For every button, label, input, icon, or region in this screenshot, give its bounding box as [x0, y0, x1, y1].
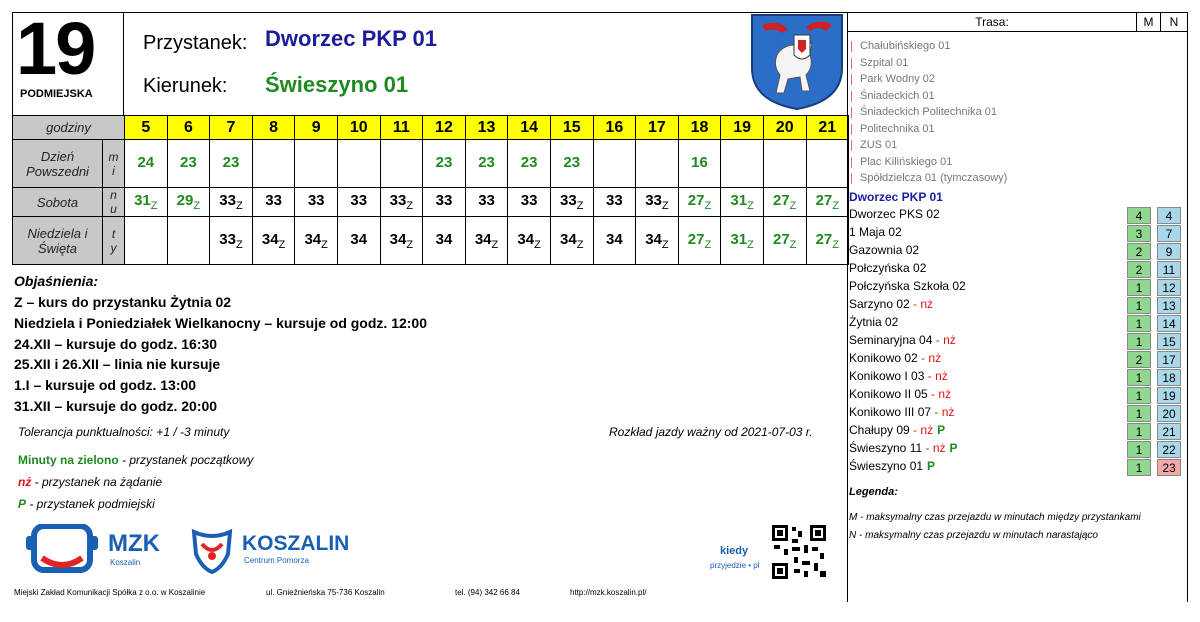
departure-cell [678, 188, 721, 217]
departure-minute: 23 [478, 153, 495, 171]
on-request-mark: nż [920, 422, 934, 437]
koszalin-logo-text: KOSZALIN [242, 532, 350, 555]
departure-mark: Z [406, 238, 414, 251]
m-cell: 2 [1127, 243, 1151, 260]
on-request-mark: nż [938, 386, 952, 401]
departure-minute: 27 [815, 230, 833, 248]
stop-name: Połczyńska Szkoła 02 [849, 278, 966, 293]
departure-cell [252, 140, 295, 188]
hour-cell: 16 [593, 116, 636, 140]
stop-name: Chałupy 09 [849, 422, 910, 437]
legend-nz: nż - przystanek na żądanie [18, 475, 163, 489]
n-cell: 17 [1157, 351, 1181, 368]
departure-minute: 34 [304, 230, 322, 248]
stop-name: Świeszyno 01 [849, 458, 924, 473]
n-column-header: N [1160, 12, 1187, 32]
next-stop: Konikowo I 03 - nż [849, 368, 948, 383]
stop-name: Dworzec PKS 02 [849, 206, 940, 221]
coat-of-arms-icon [748, 13, 846, 111]
stop-name: Połczyńska 02 [849, 260, 927, 275]
tolerance-text: Tolerancja punktualności: +1 / -3 minuty [18, 425, 230, 439]
note-line: 1.I – kursuje od godz. 13:00 [14, 377, 197, 393]
departure-mark: Z [406, 200, 414, 212]
departure-minute: 27 [815, 192, 833, 209]
departure-cell [210, 140, 253, 188]
departure-cell [550, 188, 593, 217]
legend-m: M - maksymalny czas przejazdu w minutach między przystankami [849, 512, 1141, 523]
departure-cell [210, 217, 253, 265]
departure-cell [636, 217, 679, 265]
departure-cell [763, 217, 806, 265]
day-type-label: Sobota [13, 188, 103, 217]
stop-name: Świeszyno 11 [849, 440, 923, 455]
departure-cell [295, 140, 338, 188]
legend-p: P - przystanek podmiejski [18, 497, 155, 511]
departure-minute: 33 [219, 192, 236, 209]
koszalin-logo-sub: Centrum Pomorza [244, 556, 309, 565]
departure-mark: Z [491, 238, 499, 251]
m-cell: 1 [1127, 279, 1151, 296]
departure-cell [465, 217, 508, 265]
next-stop: Konikowo III 07 - nż [849, 404, 955, 419]
departure-cell [380, 140, 423, 188]
departure-cell [806, 188, 849, 217]
n-cell: 13 [1157, 297, 1181, 314]
departure-cell [125, 217, 168, 265]
minutes-letter: m [108, 149, 119, 164]
departure-minute: 27 [772, 230, 790, 248]
departure-minute: 23 [520, 153, 538, 171]
departure-mark: Z [789, 200, 797, 212]
next-stop [849, 278, 966, 295]
departure-mark: Z [747, 238, 754, 251]
departure-mark: Z [235, 238, 243, 251]
hour-cell: 10 [337, 116, 380, 140]
note-line: 31.XII – kursuje do godz. 20:00 [14, 398, 218, 414]
departure-cell [380, 188, 423, 217]
departure-cell [508, 188, 551, 217]
hour-cell: 21 [806, 116, 849, 140]
note-line: Z – kurs do przystanku Żytnia 02 [14, 294, 232, 310]
departure-mark: Z [150, 200, 158, 212]
hour-cell: 18 [678, 116, 721, 140]
minutes-letter: n [110, 188, 117, 202]
day-type-label: Dzień Powszedni [13, 140, 103, 188]
departure-mark: Z [832, 238, 839, 251]
departure-cell [252, 188, 295, 217]
departure-cell [167, 188, 210, 217]
minutes-letter: u [110, 202, 117, 216]
route-number: 19 [16, 7, 95, 90]
on-request-mark: nż [928, 350, 942, 365]
m-cell: 1 [1127, 369, 1151, 386]
mzk-logo-sub: Koszalin [110, 558, 141, 567]
stop-name: Dworzec PKP 01 [265, 26, 438, 51]
m-cell: 1 [1127, 297, 1151, 314]
hour-cell: 8 [252, 116, 295, 140]
next-stop: Seminaryjna 04 - nż [849, 332, 956, 347]
stop-name: Konikowo III 07 [849, 404, 932, 419]
departure-cell [508, 140, 551, 188]
previous-stop: Plac Kilińskiego 01 [860, 154, 952, 171]
departure-minute: 33 [605, 192, 623, 209]
stop-name: Konikowo 02 [849, 350, 918, 365]
stop-name: 1 Maja 02 [849, 224, 902, 239]
departure-minute: 33 [560, 192, 577, 209]
n-cell: 4 [1157, 207, 1181, 224]
departure-minute: 33 [520, 192, 538, 209]
current-stop: Dworzec PKP 01 [849, 189, 943, 204]
stop-name: Seminaryjna 04 [849, 332, 933, 347]
n-cell: 18 [1157, 369, 1181, 386]
departure-cell [508, 217, 551, 265]
koszalin-logo-icon [188, 526, 236, 574]
departure-cell [763, 188, 806, 217]
departure-minute: 23 [435, 153, 453, 171]
legend-title: Legenda: [849, 486, 898, 498]
minutes-vertical-label [103, 188, 125, 217]
hour-cell: 17 [636, 116, 679, 140]
n-cell: 14 [1157, 315, 1181, 332]
departure-minute: 34 [474, 230, 492, 248]
departure-cell [721, 217, 764, 265]
departure-cell [252, 217, 295, 265]
m-cell: 4 [1127, 207, 1151, 224]
suburban-mark: P [949, 440, 958, 455]
departure-minute: 31 [134, 192, 151, 209]
legend-green: Minuty na zielono - przystanek początkowy [18, 453, 254, 467]
departure-minute: 33 [478, 192, 495, 209]
departure-mark: Z [235, 200, 243, 212]
previous-stop: Śniadeckich 01 [860, 88, 935, 105]
n-cell: 9 [1157, 243, 1181, 260]
hour-cell: 7 [210, 116, 253, 140]
m-cell: 1 [1127, 423, 1151, 440]
n-cell: 15 [1157, 333, 1181, 350]
stop-name: Gazownia 02 [849, 242, 920, 257]
departure-cell [593, 217, 636, 265]
next-stop: Konikowo 02 - nż [849, 350, 942, 365]
m-cell: 1 [1127, 459, 1151, 476]
next-stop: Chałupy 09 - nż P [849, 422, 946, 437]
previous-stop: Politechnika 01 [860, 121, 935, 138]
next-stop [849, 224, 902, 241]
minutes-vertical-label [103, 140, 125, 188]
qr-code-icon[interactable] [770, 523, 828, 581]
n-cell: 12 [1157, 279, 1181, 296]
departure-cell [763, 140, 806, 188]
n-cell: 19 [1157, 387, 1181, 404]
n-cell: 21 [1157, 423, 1181, 440]
m-cell: 1 [1127, 441, 1151, 458]
departure-cell [550, 140, 593, 188]
departure-cell [125, 188, 168, 217]
day-type-label: Niedziela i Święta [13, 217, 103, 265]
departure-minute: 31 [730, 192, 748, 209]
hour-cell: 5 [125, 116, 168, 140]
departure-cell [423, 217, 466, 265]
departure-cell [593, 140, 636, 188]
departure-mark: Z [704, 200, 712, 212]
notes-title: Objaśnienia: [14, 273, 99, 289]
departure-mark: Z [747, 200, 754, 212]
route-type: PODMIEJSKA [20, 88, 93, 100]
departure-minute: 33 [350, 192, 368, 209]
departure-minute: 34 [350, 230, 368, 248]
departure-minute: 23 [563, 153, 581, 171]
departure-mark: Z [193, 200, 201, 212]
departure-minute: 34 [517, 230, 535, 248]
on-request-mark: nż [935, 368, 948, 383]
suburban-mark: P [927, 458, 936, 473]
departure-mark: Z [321, 238, 328, 251]
direction-label: Kierunek: [143, 75, 228, 97]
departure-mark: Z [278, 238, 286, 251]
departure-cell [636, 188, 679, 217]
previous-stop: Szpital 01 [860, 55, 908, 72]
departure-minute: 34 [605, 230, 623, 248]
departure-minute: 33 [389, 192, 407, 209]
departure-cell [721, 188, 764, 217]
next-stop [849, 260, 926, 277]
route-panel-header: Trasa: [848, 12, 1136, 32]
departure-cell [295, 188, 338, 217]
stop-name: Żytnia 02 [849, 314, 899, 329]
minutes-letter: y [110, 240, 117, 255]
departure-minute: 29 [176, 192, 194, 209]
n-cell: 20 [1157, 405, 1181, 422]
departure-cell [636, 140, 679, 188]
mzk-bus-logo-icon [24, 524, 100, 576]
hour-cell: 15 [550, 116, 593, 140]
m-cell: 2 [1127, 261, 1151, 278]
hour-cell: 13 [465, 116, 508, 140]
departure-mark: Z [789, 238, 797, 251]
on-request-mark: nż [932, 440, 946, 455]
departure-mark: Z [704, 238, 712, 251]
next-stop [849, 242, 919, 259]
departure-minute: 24 [137, 153, 155, 171]
departure-minute: 33 [435, 192, 453, 209]
on-request-mark: nż [920, 296, 934, 311]
stop-name: Konikowo II 05 [849, 386, 928, 401]
departure-cell [423, 140, 466, 188]
previous-stop: Spółdzielcza 01 (tymczasowy) [860, 170, 1007, 187]
minutes-vertical-label [103, 217, 125, 265]
m-cell: 1 [1127, 387, 1151, 404]
on-request-mark: nż [943, 332, 956, 347]
next-stop [849, 206, 940, 223]
footer-address: ul. Gnieźnieńska 75-736 Koszalin [266, 588, 385, 597]
mzk-logo-text: MZK [108, 530, 160, 557]
departure-cell [721, 140, 764, 188]
hour-cell: 20 [763, 116, 806, 140]
previous-stop: Chałubińskiego 01 [860, 38, 951, 55]
previous-stop: Park Wodny 02 [860, 71, 935, 88]
previous-stop: ZUS 01 [860, 137, 897, 154]
hour-cell: 14 [508, 116, 551, 140]
m-cell: 1 [1127, 333, 1151, 350]
legend-n: N - maksymalny czas przejazdu w minutach narastająco [849, 530, 1098, 541]
departure-mark: Z [661, 238, 669, 251]
next-stop [849, 314, 898, 331]
departure-cell [806, 217, 849, 265]
departure-minute: 27 [687, 192, 705, 209]
footer-url[interactable]: http://mzk.koszalin.pl/ [570, 588, 647, 597]
departure-cell [337, 188, 380, 217]
departure-cell [167, 140, 210, 188]
m-cell: 2 [1127, 351, 1151, 368]
departure-mark: Z [576, 200, 584, 212]
next-stop: Świeszyno 11 - nż P [849, 440, 958, 455]
hour-cell: 12 [423, 116, 466, 140]
m-cell: 3 [1127, 225, 1151, 242]
hour-cell: 11 [380, 116, 423, 140]
previous-stop: Śniadeckich Politechnika 01 [860, 104, 997, 121]
departure-cell [678, 217, 721, 265]
m-column-header: M [1136, 12, 1160, 32]
n-cell: 23 [1157, 459, 1181, 476]
departure-minute: 34 [560, 230, 577, 248]
hour-cell: 9 [295, 116, 338, 140]
n-cell: 22 [1157, 441, 1181, 458]
note-line: Niedziela i Poniedziałek Wielkanocny – kursuje od godz. 12:00 [14, 315, 427, 331]
departure-minute: 31 [730, 230, 748, 248]
departure-minute: 34 [261, 230, 279, 248]
departure-mark: Z [832, 200, 839, 212]
timetable [12, 115, 849, 265]
direction-name: Świeszyno 01 [265, 72, 409, 97]
hours-label: godziny [13, 116, 125, 140]
departure-cell [210, 188, 253, 217]
departure-minute: 23 [222, 153, 240, 171]
departure-cell [125, 140, 168, 188]
next-stop: Konikowo II 05 - nż [849, 386, 952, 401]
departure-minute: 34 [645, 230, 662, 248]
stop-label: Przystanek: [143, 32, 248, 54]
kiedy-logo-sub: przyjedzie • pl [710, 561, 760, 570]
hour-cell: 19 [721, 116, 764, 140]
on-request-mark: nż [941, 404, 955, 419]
departure-cell [295, 217, 338, 265]
hour-cell: 6 [167, 116, 210, 140]
departure-minute: 33 [265, 192, 282, 209]
minutes-letter: t [111, 226, 116, 241]
n-cell: 11 [1157, 261, 1181, 278]
m-cell: 1 [1127, 315, 1151, 332]
m-cell: 1 [1127, 405, 1151, 422]
footer-company: Miejski Zakład Komunikacji Spółka z o.o. w Koszalinie [14, 588, 206, 597]
departure-minute: 27 [687, 230, 705, 248]
departure-minute: 27 [772, 192, 790, 209]
departure-cell [593, 188, 636, 217]
departure-cell [465, 140, 508, 188]
departure-minute: 34 [389, 230, 407, 248]
departure-cell [806, 140, 849, 188]
departure-mark: Z [576, 238, 584, 251]
departure-minute: 33 [307, 192, 325, 209]
footer-phone: tel. (94) 342 66 84 [455, 588, 520, 597]
departure-minute: 33 [219, 230, 236, 248]
departure-cell [380, 217, 423, 265]
n-cell: 7 [1157, 225, 1181, 242]
note-line: 25.XII i 26.XII – linia nie kursuje [14, 356, 221, 372]
departure-mark: Z [661, 200, 669, 212]
departure-minute: 16 [691, 153, 708, 171]
stop-name: Konikowo I 03 [849, 368, 925, 383]
departure-cell [550, 217, 593, 265]
valid-from-text: Rozkład jazdy ważny od 2021-07-03 r. [609, 425, 813, 439]
departure-minute: 34 [435, 230, 453, 248]
departure-mark: Z [534, 238, 541, 251]
departure-minute: 33 [645, 192, 662, 209]
departure-minute: 23 [180, 153, 197, 171]
departure-cell [337, 217, 380, 265]
departure-cell [167, 217, 210, 265]
suburban-mark: P [937, 422, 946, 437]
note-line: 24.XII – kursuje do godz. 16:30 [14, 336, 218, 352]
stop-name: Sarzyno 02 [849, 296, 910, 311]
kiedy-logo-text: kiedy [720, 545, 749, 557]
departure-cell [423, 188, 466, 217]
next-stop [849, 458, 935, 475]
minutes-letter: i [112, 163, 115, 178]
next-stop: Sarzyno 02 - nż [849, 296, 934, 311]
departure-cell [337, 140, 380, 188]
departure-cell [678, 140, 721, 188]
departure-cell [465, 188, 508, 217]
